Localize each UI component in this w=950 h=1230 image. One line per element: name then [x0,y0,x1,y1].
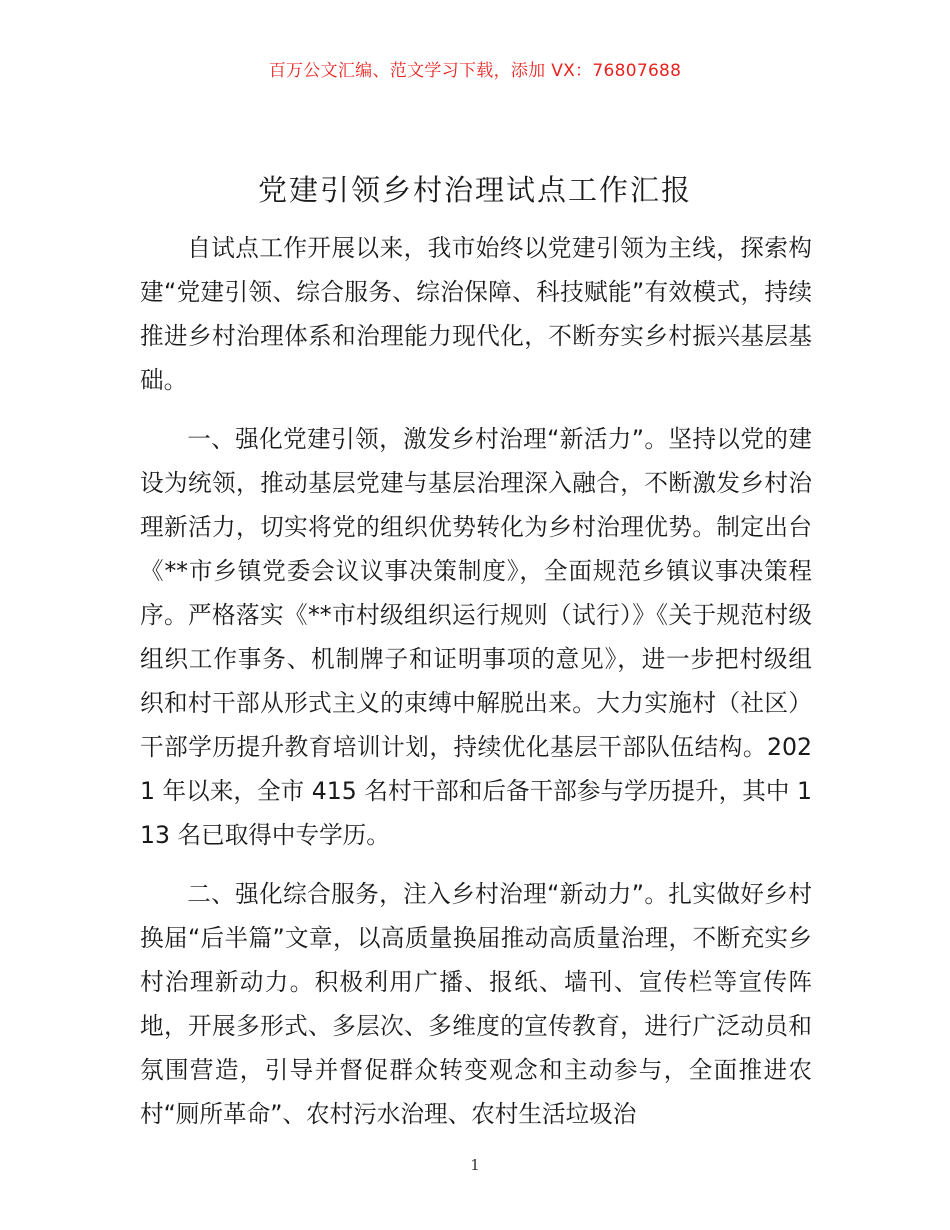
document-body [140,226,812,1151]
paragraph-section-one: 一、强化党建引领，激发乡村治理“新活力”。坚持以党的建设为统领，推动基层党建与基层治理深入融合，不断激发乡村治理新活力，切实将党的组织优势转化为乡村治理优势。制定出台《**市乡镇党委会议议事决策制度》，全面规范乡镇议事决策程序。严格落实《**市村级组织运行规则（试行）》《关于规范村级组织工作事务、机制牌子和证明事项的意见》，进一步把村级组织和村干部从形式主义的束缚中解脱出来。大力实施村（社区）干部学历提升教育培训计划，持续优化基层干部队伍结构。2021 年以来，全市 415 名村干部和后备干部参与学历提升，其中 113 名已取得中专学历。 [140,425,812,849]
paragraph-intro: 自试点工作开展以来，我市始终以党建引领为主线，探索构建“党建引领、综合服务、综治保障、科技赋能”有效模式，持续推进乡村治理体系和治理能力现代化，不断夯实乡村振兴基层基础。 [140,234,812,394]
page-number: 1 [470,1156,480,1174]
document-title: 党建引领乡村治理试点工作汇报 [257,173,692,207]
header-banner: 百万公文汇编、范文学习下载，添加 VX：76807688 [268,61,682,81]
paragraph-section-two: 二、强化综合服务，注入乡村治理“新动力”。扎实做好乡村换届“后半篇”文章，以高质量换届推动高质量治理，不断充实乡村治理新动力。积极利用广播、报纸、墙刊、宣传栏等宣传阵地，开展多形式、多层次、多维度的宣传教育，进行广泛动员和氛围营造，引导并督促群众转变观念和主动参与，全面推进农村“厕所革命”、农村污水治理、农村生活垃圾治 [140,880,812,1128]
